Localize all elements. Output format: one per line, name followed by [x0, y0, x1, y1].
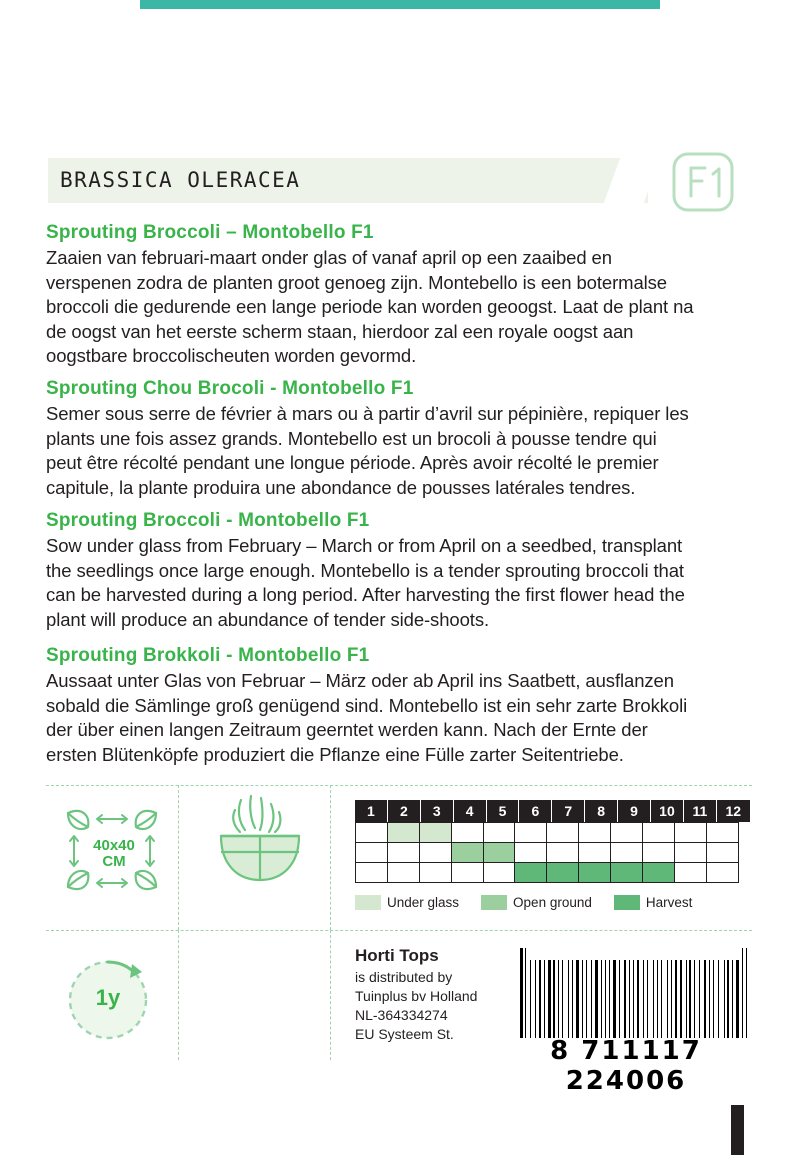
- barcode-bar: [605, 960, 606, 1038]
- barcode-bar: [704, 960, 707, 1038]
- barcode-bar: [546, 960, 547, 1038]
- barcode-bar: [560, 960, 561, 1038]
- calendar-cell: [514, 822, 547, 843]
- barcode-bar: [539, 960, 541, 1038]
- plant-spacing-unit: CM: [102, 852, 126, 870]
- barcode-bar: [532, 960, 535, 1038]
- barcode-bar: [696, 960, 699, 1038]
- calendar-cell: [642, 842, 675, 863]
- barcode-bar: [530, 960, 531, 1038]
- description-block-nl: [46, 222, 696, 369]
- sowing-calendar: [355, 800, 750, 882]
- calendar-cell: [674, 862, 707, 883]
- calendar-cell: [483, 862, 516, 883]
- barcode-bar: [699, 960, 700, 1038]
- barcode-bar: [607, 960, 608, 1038]
- barcode-bar: [655, 960, 656, 1038]
- calendar-cell: [610, 862, 643, 883]
- barcode-bar: [692, 960, 693, 1038]
- calendar-cell: [355, 842, 388, 863]
- calendar-cell: [578, 842, 611, 863]
- calendar-cell: [419, 842, 452, 863]
- barcode-bar: [593, 960, 594, 1038]
- barcode-bar: [725, 960, 726, 1038]
- barcode-bar: [732, 960, 733, 1038]
- barcode-bar: [624, 960, 626, 1038]
- barcode-bar: [562, 960, 564, 1038]
- legend-item: [614, 895, 693, 910]
- brand-name: Horti Tops: [355, 946, 439, 965]
- barcode-bar: [584, 960, 585, 1038]
- barcode-bar: [678, 960, 679, 1038]
- barcode-bar: [657, 960, 658, 1038]
- barcode-bar: [544, 960, 545, 1038]
- calendar-row: [355, 862, 750, 882]
- divider-horizontal-bottom: [46, 930, 752, 931]
- description-body-de: Aussaat unter Glas von Februar – März oder ab April ins Saatbett, ausflanzen sobald die Sämlinge groß genügend sind. Montebello ist ein sehr zarte Brokkoli der über einen langen Zeitraum geerntet werden kann. Nach der Ernte der ersten Blütenköpfe produziert die Pflanze eine Fülle zarter Seitentriebe.: [46, 670, 688, 765]
- barcode-bar: [687, 960, 688, 1038]
- barcode-bar: [724, 960, 725, 1038]
- barcode-bar: [613, 960, 616, 1038]
- barcode-bar: [689, 960, 691, 1038]
- calendar-cell: [451, 822, 484, 843]
- barcode-bar: [667, 960, 669, 1038]
- barcode-bar: [635, 960, 636, 1038]
- calendar-cell: [578, 862, 611, 883]
- address-line-4: EU Systeem St.: [355, 1025, 454, 1042]
- description-body-fr: Semer sous serre de février à mars ou à partir d’avril sur pépinière, repiquer les plants une fois assez grands. Montebello est un brocoli à pousse tendre qui peut être récolté pendant une longue période. Après avoir récolté le premier capitule, la plante produira une abondance de pousses latérales tendres.: [46, 403, 689, 498]
- barcode-bar: [727, 960, 729, 1038]
- address-line-2: Tuinplus bv Holland: [355, 987, 478, 1004]
- barcode-bar: [627, 960, 628, 1038]
- bottom-registration-mark: [731, 1105, 744, 1155]
- calendar-cell: [610, 822, 643, 843]
- barcode-bar: [653, 960, 654, 1038]
- legend-label-glass: Under glass: [387, 895, 460, 910]
- barcode-bar: [572, 960, 573, 1038]
- calendar-row: [355, 822, 750, 842]
- barcode-bar: [715, 960, 717, 1038]
- calendar-cell: [451, 862, 484, 883]
- calendar-header-row: [355, 800, 750, 822]
- calendar-month-header: 3: [421, 800, 454, 822]
- legend-item: [481, 895, 592, 910]
- barcode-bar: [736, 960, 739, 1038]
- calendar-cell: [706, 822, 739, 843]
- barcode-bar: [548, 960, 551, 1038]
- description-title-fr: Sprouting Chou Brocoli - Montobello F1: [46, 378, 414, 399]
- description-block-en: [46, 510, 696, 632]
- barcode-bar: [675, 960, 678, 1038]
- description-block-fr: [46, 378, 696, 500]
- barcode-bar: [535, 960, 536, 1038]
- divider-horizontal-top: [46, 785, 752, 786]
- barcode-bar: [673, 960, 674, 1038]
- shelf-life-label: 1y: [95, 985, 121, 1010]
- legend-swatch-glass: [355, 895, 381, 910]
- barcode-bar: [556, 960, 557, 1038]
- divider-vertical-2: [330, 785, 331, 930]
- barcode-bar: [580, 960, 582, 1038]
- calendar-cell: [355, 862, 388, 883]
- description-block-de: [46, 645, 696, 767]
- calendar-month-header: 7: [552, 800, 585, 822]
- barcode-image: [520, 948, 750, 1038]
- barcode-bar: [630, 960, 632, 1038]
- calendar-cell: [546, 842, 579, 863]
- barcode-bar: [599, 960, 600, 1038]
- barcode-bar: [570, 960, 572, 1038]
- calendar-month-header: 4: [454, 800, 487, 822]
- barcode-bar: [718, 960, 719, 1038]
- barcode-bar: [709, 960, 710, 1038]
- barcode-bar: [734, 960, 736, 1038]
- barcode-bar: [553, 960, 555, 1038]
- calendar-cell: [706, 862, 739, 883]
- barcode-bar: [558, 960, 559, 1038]
- calendar-month-header: 5: [487, 800, 520, 822]
- barcode-bar: [629, 960, 630, 1038]
- barcode-bar: [576, 960, 579, 1038]
- barcode-bar: [748, 948, 749, 1038]
- harvest-basket-icon: [205, 790, 315, 905]
- calendar-month-header: 10: [651, 800, 684, 822]
- barcode-bar: [640, 960, 642, 1038]
- top-accent-stripe: [140, 0, 660, 9]
- barcode-bar: [661, 960, 662, 1038]
- barcode-bar: [647, 960, 649, 1038]
- address-line-1: is distributed by: [355, 969, 453, 985]
- calendar-cell: [483, 842, 516, 863]
- barcode-bar: [686, 960, 687, 1038]
- barcode-bar: [713, 960, 715, 1038]
- barcode-bar: [637, 960, 640, 1038]
- barcode-bar: [694, 960, 695, 1038]
- calendar-cell: [674, 842, 707, 863]
- calendar-cell: [387, 822, 420, 843]
- barcode-bar: [602, 960, 604, 1038]
- calendar-cell: [706, 842, 739, 863]
- barcode-bar: [595, 960, 598, 1038]
- calendar-body: [355, 822, 750, 882]
- barcode-bar: [658, 960, 660, 1038]
- barcode-bar: [669, 960, 670, 1038]
- barcode-bar: [720, 960, 723, 1038]
- barcode-bar: [740, 960, 741, 1038]
- legend-item: [355, 895, 459, 910]
- calendar-cell: [355, 822, 388, 843]
- calendar-cell: [419, 862, 452, 883]
- description-title-nl: Sprouting Broccoli – Montobello F1: [46, 222, 374, 243]
- barcode-bar: [649, 960, 652, 1038]
- calendar-cell: [514, 862, 547, 883]
- barcode-bar: [617, 960, 618, 1038]
- barcode-bar: [564, 960, 567, 1038]
- barcode-bar: [645, 960, 646, 1038]
- divider-vertical-3: [178, 930, 179, 1060]
- divider-vertical-1: [178, 785, 179, 930]
- barcode-bar: [582, 960, 583, 1038]
- calendar-cell: [642, 862, 675, 883]
- barcode-bar: [730, 960, 731, 1038]
- barcode-bar: [520, 948, 523, 1038]
- barcode-bar: [711, 960, 712, 1038]
- plant-spacing-value: 40x40: [93, 837, 135, 854]
- calendar-cell: [642, 822, 675, 843]
- barcode-bar: [680, 960, 682, 1038]
- calendar-month-header: 9: [618, 800, 651, 822]
- description-body-en: Sow under glass from February – March or from April on a seedbed, transplant the seedlings once large enough. Montebello is a tender sprouting broccoli that can be harvested during a long period. After harvesting the first flower head the plant will produce an abundance of tender side-shoots.: [46, 535, 685, 630]
- barcode-bar: [552, 960, 553, 1038]
- description-body-nl: Zaaien van februari-maart onder glas of vanaf april op een zaaibed en verspenen zodra de planten groot genoeg zijn. Montebello is een botermalse broccoli die gedurende een lange periode kan worden geoogst. Laat de plant na de oogst van het eerste scherm staan, hierdoor zal een royale oogst aan oogstbare broccolischeuten worden gevormd.: [46, 247, 694, 367]
- barcode-bar: [609, 960, 611, 1038]
- barcode-bar: [574, 960, 575, 1038]
- f1-hybrid-badge-icon: [672, 152, 734, 212]
- barcode-bar: [588, 960, 590, 1038]
- barcode-bar: [663, 960, 666, 1038]
- divider-vertical-4: [330, 930, 331, 1060]
- barcode-bar: [568, 960, 569, 1038]
- calendar-row: [355, 842, 750, 862]
- plant-spacing-label: [74, 838, 154, 870]
- calendar-month-header: 1: [355, 800, 388, 822]
- calendar-month-header: 12: [717, 800, 750, 822]
- description-title-en: Sprouting Broccoli - Montobello F1: [46, 510, 370, 531]
- barcode-bar: [542, 960, 544, 1038]
- calendar-month-header: 11: [684, 800, 717, 822]
- barcode-bar: [620, 960, 623, 1038]
- legend-swatch-open: [481, 895, 507, 910]
- company-address: [355, 968, 477, 1044]
- calendar-cell: [387, 842, 420, 863]
- barcode-bar: [619, 960, 620, 1038]
- barcode-bar: [525, 948, 526, 1038]
- calendar-cell: [578, 822, 611, 843]
- calendar-month-header: 8: [585, 800, 618, 822]
- description-title-de: Sprouting Brokkoli - Montobello F1: [46, 645, 370, 666]
- legend-label-open: Open ground: [513, 895, 592, 910]
- calendar-cell: [546, 862, 579, 883]
- barcode-bar: [611, 960, 612, 1038]
- barcode-bar: [524, 948, 525, 1038]
- barcode-bar: [746, 948, 747, 1038]
- calendar-legend: [355, 895, 755, 910]
- barcode-bar: [701, 960, 703, 1038]
- calendar-cell: [674, 822, 707, 843]
- calendar-cell: [387, 862, 420, 883]
- barcode-bar: [742, 948, 743, 1038]
- barcode-bar: [537, 960, 538, 1038]
- calendar-cell: [419, 822, 452, 843]
- legend-label-harvest: Harvest: [645, 895, 693, 910]
- calendar-cell: [546, 822, 579, 843]
- calendar-cell: [514, 842, 547, 863]
- barcode-bar: [586, 960, 587, 1038]
- barcode-digits: 8 711117 224006: [550, 1036, 702, 1096]
- latin-name: BRASSICA OLERACEA: [60, 168, 301, 192]
- barcode-bar: [683, 960, 685, 1038]
- calendar-month-header: 6: [519, 800, 552, 822]
- calendar-cell: [483, 822, 516, 843]
- calendar-month-header: 2: [388, 800, 421, 822]
- barcode-bar: [601, 960, 602, 1038]
- calendar-cell: [610, 842, 643, 863]
- address-line-3: NL-364334274: [355, 1006, 448, 1023]
- barcode-bar: [643, 960, 644, 1038]
- calendar-cell: [451, 842, 484, 863]
- barcode-bar: [744, 948, 746, 1038]
- barcode-bar: [591, 960, 593, 1038]
- barcode-bar: [633, 960, 634, 1038]
- barcode-bar: [671, 960, 672, 1038]
- barcode-bar: [527, 948, 529, 1038]
- barcode-bar: [707, 960, 708, 1038]
- legend-swatch-harvest: [614, 895, 640, 910]
